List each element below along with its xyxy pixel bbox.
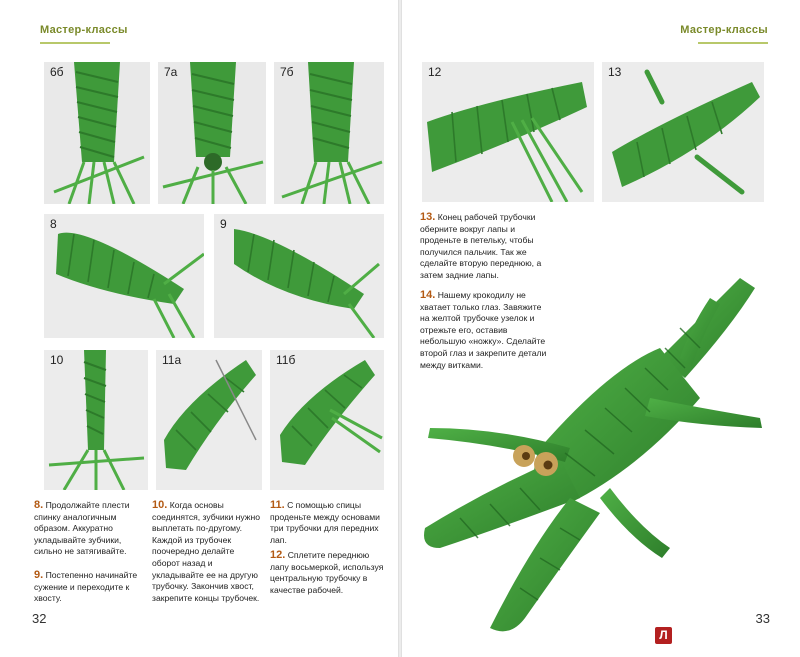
photo-label-13: 13: [608, 65, 622, 79]
photo-7a: [158, 62, 266, 204]
photo-label-10: 10: [50, 353, 64, 367]
left-header-title: Мастер-классы: [40, 24, 128, 36]
photo-11a: [156, 350, 262, 490]
photo-label-8: 8: [50, 217, 57, 231]
step-14-text: Нашему крокодилу не хватает только глаз. Завяжите на желтой трубочке узелок и отрежьте его, оставив небольшую «ножку». Сделайте второй глаз и закрепите детали между витками.: [420, 290, 547, 370]
photo-9: [214, 214, 384, 338]
photo-label-6b: 6б: [50, 65, 64, 79]
step-10-text: Когда основы соединятся, зубчики нужно выплетать по-другому. Каждой из трубочек поочередно делайте оборот назад и укладывайте ее на другую трубочку. Закончив хвост, закрепите концы трубочек.: [152, 500, 261, 603]
photo-8: [44, 214, 204, 338]
step-14-number: 14.: [420, 289, 436, 301]
page-number-left: 32: [32, 611, 47, 626]
step-12-text: Сплетите переднюю лапу восьмеркой, используя центральную трубочку в качестве рабочей.: [270, 550, 384, 595]
photo-6b: [44, 62, 150, 204]
photo-label-11b: 11б: [276, 353, 296, 367]
photo-label-7b: 7б: [280, 65, 294, 79]
step-9-text: Постепенно начинайте сужение и переходите к хвосту.: [34, 570, 138, 604]
step-8-text: Продолжайте плести спинку аналогичным образом. Аккуратно укладывайте зубчики, сильно не затягивайте.: [34, 500, 130, 557]
step-12-number: 12.: [270, 549, 286, 561]
step-10: [152, 500, 264, 604]
photo-label-12: 12: [428, 65, 442, 79]
photo-12: [422, 62, 594, 202]
right-header-title: Мастер-классы: [680, 24, 768, 36]
step-9: [34, 570, 146, 605]
photo-11b: [270, 350, 384, 490]
step-11: [270, 500, 388, 546]
crocodile-photo: [410, 248, 798, 643]
publisher-logo: Л: [655, 627, 672, 644]
photo-label-9: 9: [220, 217, 227, 231]
step-11-number: 11.: [270, 499, 285, 511]
step-13-text: Конец рабочей трубочки оберните вокруг лапы и проденьте в петельку, чтобы получился пальчик. Так же сделайте вторую переднюю, а затем задние лапы.: [420, 212, 542, 280]
page-number-right: 33: [755, 611, 770, 626]
photo-label-11a: 11а: [162, 353, 182, 367]
left-header-rule: [40, 42, 110, 44]
step-8: [34, 500, 146, 558]
photo-13: [602, 62, 764, 202]
right-header-rule: [698, 42, 768, 44]
step-11-text: С помощью спицы проденьте между основами три трубочки для передних лап.: [270, 500, 380, 545]
step-13-number: 13.: [420, 211, 436, 223]
photo-label-7a: 7а: [164, 65, 178, 79]
photo-7b: [274, 62, 384, 204]
left-page: [0, 0, 398, 657]
step-8-number: 8.: [34, 499, 44, 511]
step-12: [270, 550, 388, 596]
photo-10: [44, 350, 148, 490]
step-10-number: 10.: [152, 499, 168, 511]
step-9-number: 9.: [34, 569, 44, 581]
